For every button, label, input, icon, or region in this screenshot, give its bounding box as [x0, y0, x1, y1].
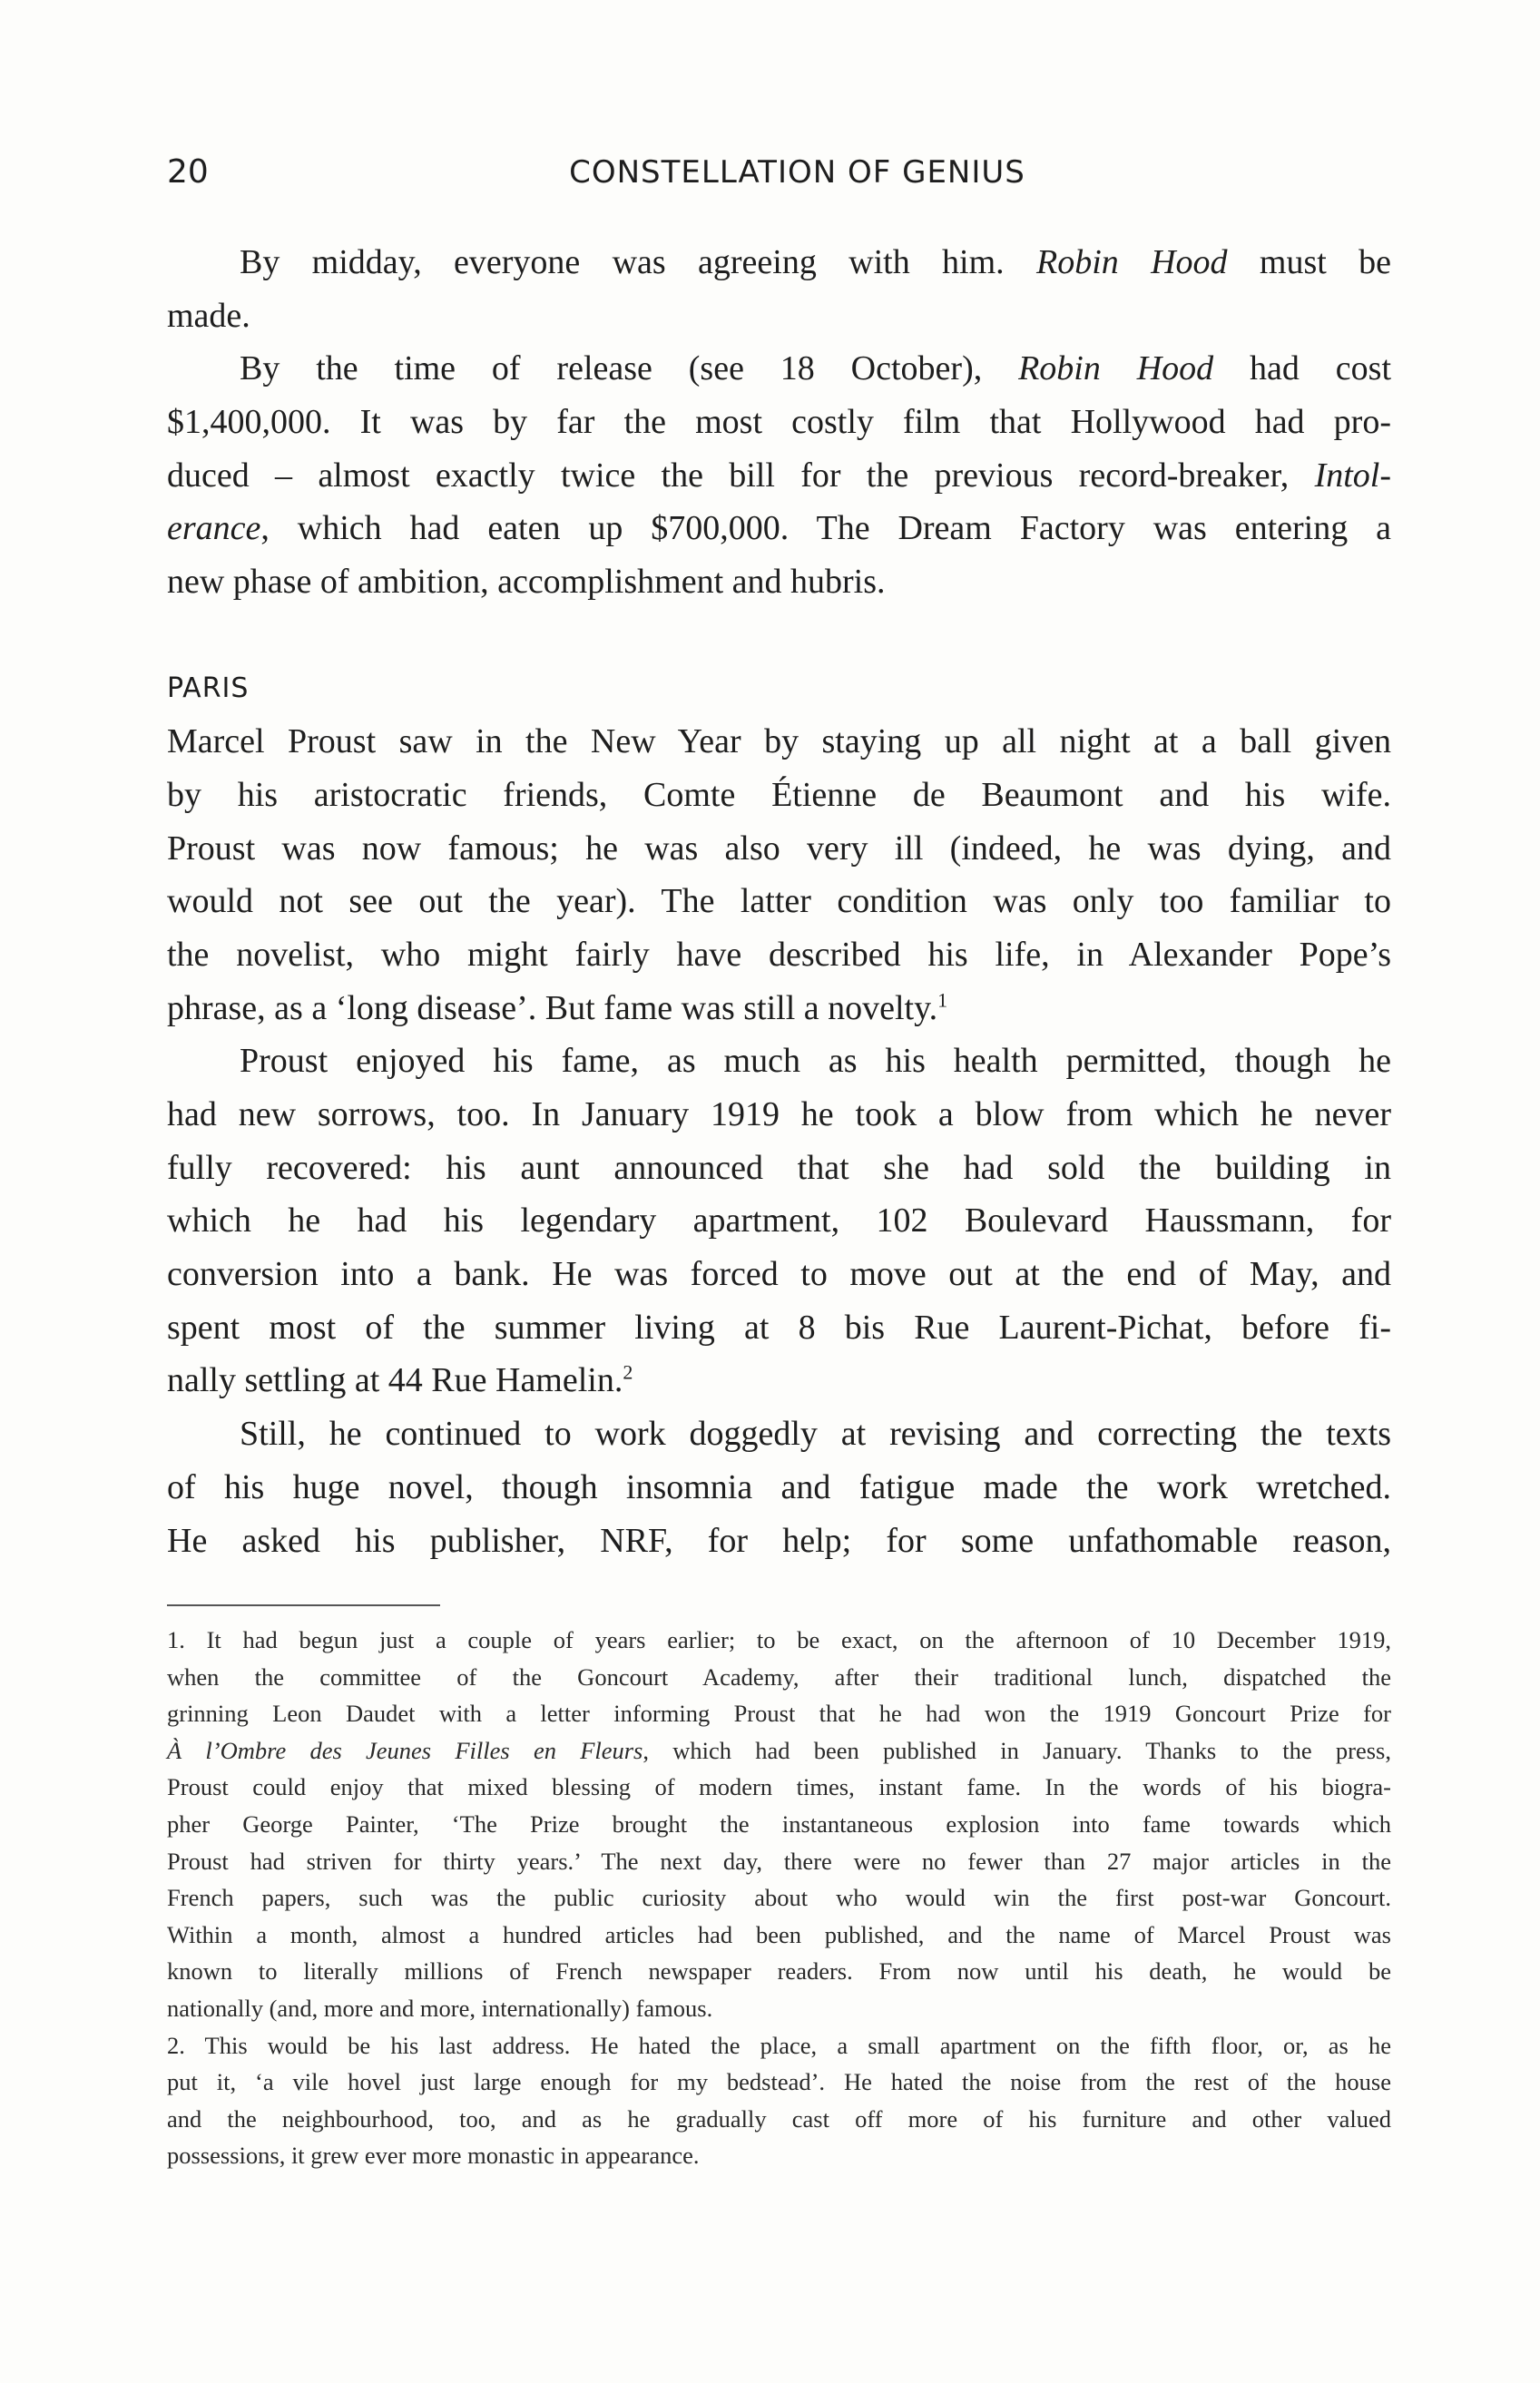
text-line	[167, 822, 1391, 876]
text-segment: , which had been published in January. Thanks to the press,	[642, 1736, 1391, 1764]
text-line	[167, 1515, 1391, 1568]
footnote-reference[interactable]: 1	[937, 987, 948, 1011]
text-segment: new phase of ambition, accomplishment and hubris.	[167, 563, 886, 602]
text-line	[167, 715, 1391, 769]
text-segment: the novelist, who might fairly have described his life, in Alexander Pope’s	[167, 935, 1391, 974]
text-segment: Proust enjoyed his fame, as much as his health permitted, though he	[240, 1042, 1391, 1081]
text-line	[167, 1806, 1391, 1843]
text-segment: had new sorrows, too. In January 1919 he took a blow from which he never	[167, 1095, 1391, 1133]
text-segment: must be	[1227, 243, 1391, 281]
paragraph	[167, 1407, 1391, 1567]
footnote	[167, 1622, 1391, 2027]
text-segment: grinning Leon Daudet with a letter informing Proust that he had won the 1919 Goncourt Prize for	[167, 1700, 1391, 1728]
text-segment: By midday, everyone was agreeing with him.	[240, 243, 1037, 281]
text-line	[167, 1248, 1391, 1301]
text-line	[167, 982, 1391, 1035]
text-line	[167, 555, 1391, 609]
text-segment: duced – almost exactly twice the bill for the previous record-breaker,	[167, 456, 1315, 495]
text-line	[167, 2137, 1391, 2174]
text-line	[167, 1732, 1391, 1770]
text-segment: By the time of release (see 18 October),	[240, 349, 1019, 388]
paragraph	[167, 236, 1391, 342]
text-segment: Marcel Proust saw in the New Year by staying up all night at a ball given	[167, 722, 1391, 761]
text-line	[167, 1407, 1391, 1461]
page-number: 20	[167, 153, 209, 191]
text-segment: nally settling at 44 Rue Hamelin.	[167, 1361, 623, 1400]
text-segment: had cost	[1213, 349, 1392, 388]
text-segment: made.	[167, 296, 250, 335]
text-line	[167, 1879, 1391, 1917]
text-line	[167, 289, 1391, 343]
text-line	[167, 236, 1391, 289]
text-segment: 2. This would be his last address. He hated the place, a small apartment on the fifth floor, or, as he	[167, 2031, 1391, 2059]
italic-text: Robin Hood	[1018, 349, 1214, 388]
running-title: CONSTELLATION OF GENIUS	[569, 154, 1025, 191]
text-segment: conversion into a bank. He was forced to move out at the end of May, and	[167, 1255, 1391, 1294]
text-line	[167, 2101, 1391, 2138]
text-line	[167, 2027, 1391, 2064]
text-line	[167, 1622, 1391, 1659]
footnote-divider	[167, 1604, 440, 1606]
text-line	[167, 1953, 1391, 1990]
text-segment: phrase, as a ‘long disease’. But fame was still a novelty.	[167, 988, 938, 1027]
body-text	[167, 236, 1391, 1567]
paragraph	[167, 1035, 1391, 1407]
text-segment: pher George Painter, ‘The Prize brought the instantaneous explosion into fame towards which	[167, 1809, 1391, 1838]
text-segment: Proust was now famous; he was also very ill (indeed, he was dying, and	[167, 829, 1391, 868]
italic-text: À l’Ombre des Jeunes Filles en Fleurs	[167, 1736, 643, 1764]
text-line	[167, 2064, 1391, 2101]
text-line	[167, 1990, 1391, 2027]
text-line	[167, 1354, 1391, 1407]
text-line	[167, 1917, 1391, 1954]
text-segment: put it, ‘a vile hovel just large enough for my bedstead’. He hated the noise from the rest of the house	[167, 2068, 1391, 2096]
text-segment: known to literally millions of French newspaper readers. From now until his death, he would be	[167, 1957, 1391, 1986]
text-line	[167, 1695, 1391, 1732]
text-segment: nationally (and, more and more, internationally) famous.	[167, 1994, 713, 2022]
text-line	[167, 1843, 1391, 1880]
footnotes	[167, 1622, 1391, 2174]
paragraph	[167, 342, 1391, 608]
italic-text: erance	[167, 509, 261, 548]
italic-text: Intol-	[1314, 456, 1391, 495]
text-segment: would not see out the year). The latter condition was only too familiar to	[167, 882, 1391, 921]
section-heading: PARIS	[167, 672, 250, 704]
text-segment: fully recovered: his aunt announced that she had sold the building in	[167, 1148, 1391, 1187]
italic-text: Robin Hood	[1036, 243, 1228, 281]
text-segment: He asked his publisher, NRF, for help; for some unfathomable reason,	[167, 1521, 1391, 1560]
running-header	[167, 149, 1391, 196]
text-segment: of his huge novel, though insomnia and fatigue made the work wretched.	[167, 1467, 1391, 1506]
text-segment: , which had eaten up $700,000. The Dream Factory was entering a	[260, 509, 1391, 548]
text-segment: when the committee of the Goncourt Academy, after their traditional lunch, dispatched the	[167, 1662, 1391, 1691]
text-segment: Within a month, almost a hundred articles had been published, and the name of Marcel Proust was	[167, 1920, 1391, 1948]
text-segment: French papers, such was the public curiosity about who would win the first post-war Goncourt.	[167, 1884, 1391, 1912]
text-line	[167, 1088, 1391, 1142]
text-line	[167, 1461, 1391, 1515]
text-line	[167, 875, 1391, 928]
text-segment: 1. It had begun just a couple of years earlier; to be exact, on the afternoon of 10 December 1919,	[167, 1626, 1391, 1653]
paragraph	[167, 715, 1391, 1035]
text-line	[167, 928, 1391, 982]
text-segment: $1,400,000. It was by far the most costly film that Hollywood had pro-	[167, 403, 1391, 442]
text-segment: spent most of the summer living at 8 bis Rue Laurent-Pichat, before fi-	[167, 1308, 1391, 1347]
text-segment: Proust had striven for thirty years.’ The next day, there were no fewer than 27 major articles in the	[167, 1847, 1391, 1875]
text-segment: which he had his legendary apartment, 102 Boulevard Haussmann, for	[167, 1201, 1391, 1241]
text-segment: possessions, it grew ever more monastic in appearance.	[167, 2142, 700, 2170]
text-line	[167, 1142, 1391, 1195]
text-line	[167, 1035, 1391, 1088]
text-line	[167, 1659, 1391, 1696]
text-segment: and the neighbourhood, too, and as he gradually cast off more of his furniture and other valued	[167, 2104, 1391, 2133]
text-line	[167, 396, 1391, 449]
text-segment: Proust could enjoy that mixed blessing of modern times, instant fame. In the words of his biogra-	[167, 1773, 1391, 1801]
text-line	[167, 342, 1391, 396]
footnote	[167, 2027, 1391, 2174]
text-line	[167, 769, 1391, 822]
text-line	[167, 449, 1391, 503]
text-line	[167, 502, 1391, 555]
text-segment: by his aristocratic friends, Comte Étienne de Beaumont and his wife.	[167, 775, 1391, 814]
text-line	[167, 1301, 1391, 1355]
footnote-reference[interactable]: 2	[623, 1360, 633, 1384]
text-line	[167, 1769, 1391, 1806]
text-line	[167, 1194, 1391, 1248]
text-segment: Still, he continued to work doggedly at revising and correcting the texts	[240, 1415, 1391, 1454]
